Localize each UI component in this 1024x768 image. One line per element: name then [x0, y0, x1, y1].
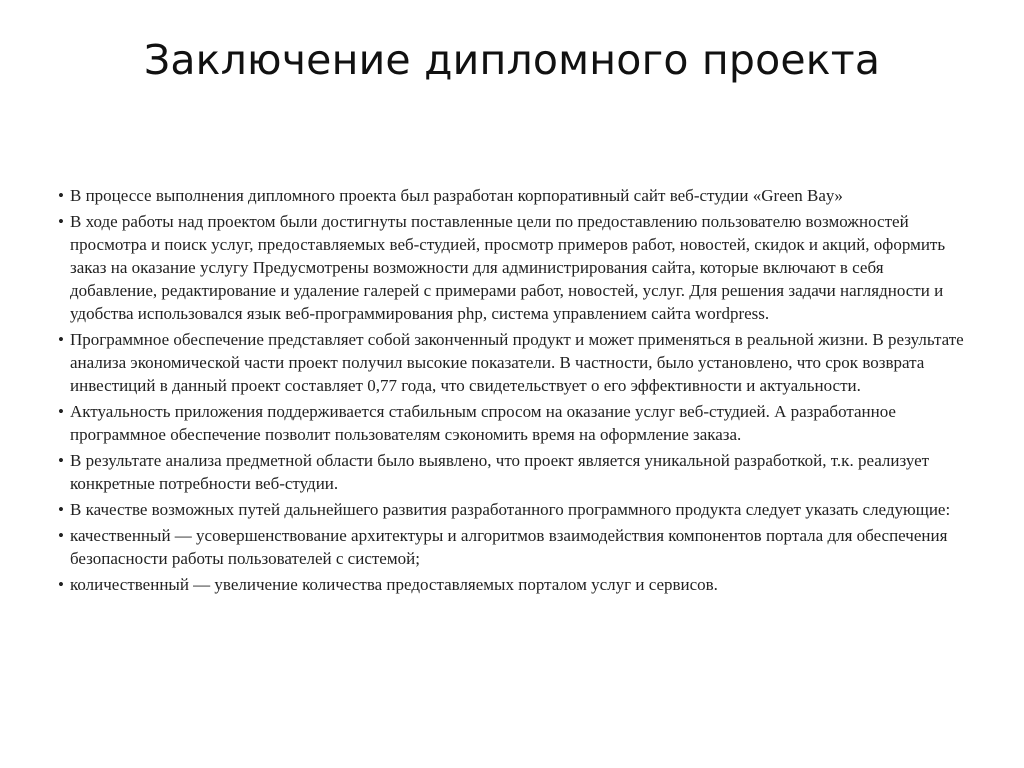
bullet-item: [58, 400, 968, 446]
bullet-text: В результате анализа предметной области было выявлено, что проект является уникальной разработкой, т.к. реализует конкретные потребности веб-студии.: [70, 451, 930, 493]
bullet-mark: •: [58, 451, 64, 470]
bullet-mark: •: [58, 526, 64, 545]
bullet-text: качественный — усовершенствование архитектуры и алгоритмов взаимодействия компонентов портала для обеспечения безопасности работы пользователей с системой;: [70, 526, 948, 568]
slide-title: Заключение дипломного проекта: [143, 36, 881, 84]
bullet-item: [58, 498, 968, 521]
bullet-item: [58, 328, 968, 397]
bullet-list: [58, 184, 968, 596]
bullet-text: В ходе работы над проектом были достигнуты поставленные цели по предоставлению пользователю возможностей просмотра и поиск услуг, предоставляемых веб-студией, просмотр примеров работ, новостей, скидок и акций, оформить заказ на оказание услугу Предусмотрены возможности для администрирования сайта, которые включают в себя добавление, редактирование и удаление галерей с примерами работ, новостей, услуг. Для решения задачи наглядности и удобства использовался язык веб-программирования php, система управлением сайта wordpress.: [70, 212, 946, 323]
bullet-item: [58, 449, 968, 495]
bullet-mark: •: [58, 402, 64, 421]
bullet-mark: •: [58, 500, 64, 519]
slide-content: [58, 184, 968, 599]
bullet-item: [58, 184, 968, 207]
bullet-mark: •: [58, 330, 64, 349]
bullet-item: [58, 573, 968, 596]
bullet-mark: •: [58, 575, 64, 594]
bullet-text: Актуальность приложения поддерживается стабильным спросом на оказание услуг веб-студией. А разработанное программное обеспечение позволит пользователям сэкономить время на оформление заказа.: [70, 402, 896, 444]
bullet-text: В процессе выполнения дипломного проекта был разработан корпоративный сайт веб-студии «Green Bay»: [70, 186, 843, 205]
bullet-item: [58, 210, 968, 325]
bullet-text: Программное обеспечение представляет собой законченный продукт и может применяться в реальной жизни. В результате анализа экономической части проект получил высокие показатели. В частности, было установлено, что срок возврата инвестиций в данный проект составляет 0,77 года, что свидетельствует о его эффективности и актуальности.: [70, 330, 964, 395]
bullet-mark: •: [58, 186, 64, 205]
bullet-text: В качестве возможных путей дальнейшего развития разработанного программного продукта следует указать следующие:: [70, 500, 951, 519]
bullet-text: количественный — увеличение количества предоставляемых порталом услуг и сервисов.: [70, 575, 718, 594]
bullet-mark: •: [58, 212, 64, 231]
bullet-item: [58, 524, 968, 570]
